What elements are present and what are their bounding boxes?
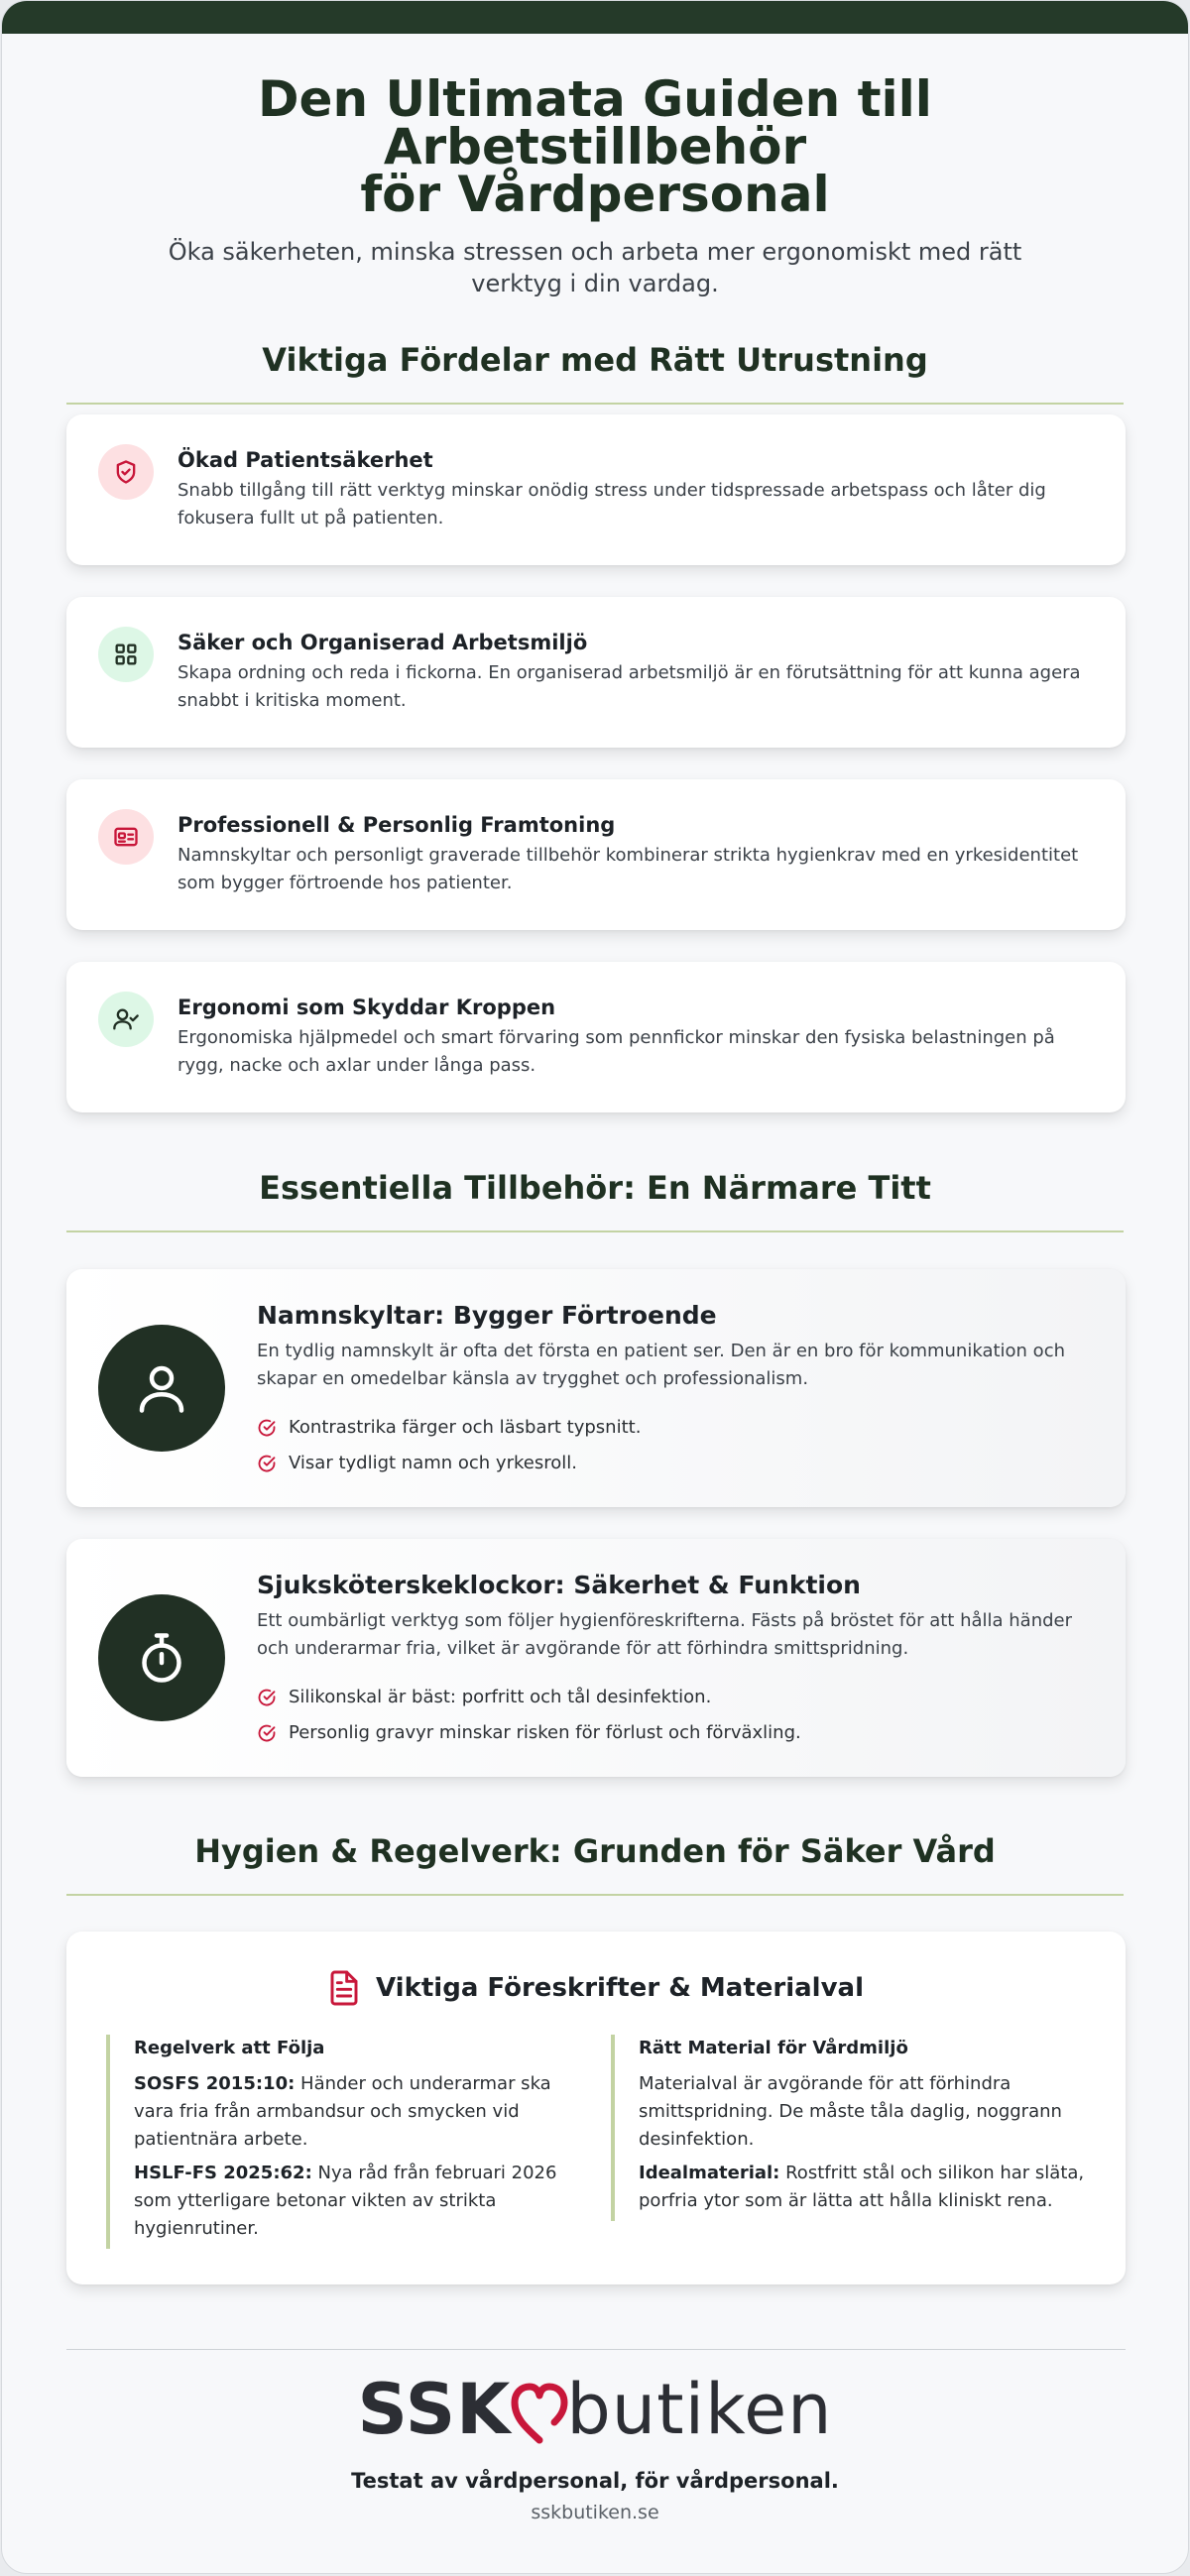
feature-title: Sjuksköterskeklockor: Säkerhet & Funktion xyxy=(257,1571,861,1599)
point-text: Visar tydligt namn och yrkesroll. xyxy=(289,1453,577,1473)
feature-card xyxy=(66,1539,1126,1777)
page-title-line-1: Den Ultimata Guiden till Arbetstillbehör xyxy=(258,70,932,176)
brand-logo xyxy=(2,2369,1188,2450)
page-title xyxy=(81,70,1109,223)
regulation-hslf xyxy=(134,2160,564,2243)
regulation-sosfs xyxy=(134,2070,564,2154)
stopwatch-icon xyxy=(98,1594,225,1721)
feature-text: Ett oumbärligt verktyg som följer hygienföreskrifterna. Fästs på bröstet för att hålla händer och underarmar fria, vilket är avgörande för att förhindra smittspridning. xyxy=(257,1610,1073,1659)
grid-icon xyxy=(98,627,154,682)
regulation-text: Händer och underarmar ska vara fria från armbandsur och smycken vid patientnära arbete. xyxy=(134,2073,551,2150)
check-circle-icon xyxy=(257,1723,277,1743)
page xyxy=(1,0,1189,2574)
heart-icon xyxy=(509,2381,570,2446)
footer-url[interactable]: sskbutiken.se xyxy=(531,2502,659,2523)
point-text: Silikonskal är bäst: porfritt och tål desinfektion. xyxy=(289,1687,712,1707)
regulation-label: HSLF-FS 2025:62: xyxy=(134,2163,312,2183)
regulations-column xyxy=(106,2035,564,2249)
benefit-text: Namnskyltar och personligt graverade tillbehör kombinerar strikta hygienkrav med en yrkesidentitet som bygger förtroende hos patienter. xyxy=(178,845,1079,893)
benefit-card xyxy=(66,597,1126,748)
footer-tagline: Testat av vårdpersonal, för vårdpersonal. xyxy=(351,2469,839,2493)
hero xyxy=(2,34,1188,299)
benefits-section-title: Viktiga Fördelar med Rätt Utrustning xyxy=(66,341,1124,405)
benefit-card xyxy=(66,414,1126,565)
feature-card xyxy=(66,1269,1126,1507)
benefit-title: Ergonomi som Skyddar Kroppen xyxy=(178,995,556,1019)
essentials-section-title: Essentiella Tillbehör: En Närmare Titt xyxy=(66,1169,1124,1232)
user-check-icon xyxy=(98,992,154,1047)
regulation-label: SOSFS 2015:10: xyxy=(134,2073,296,2094)
ideal-material xyxy=(639,2160,1087,2215)
benefit-text: Skapa ordning och reda i fickorna. En organiserad arbetsmiljö är en förutsättning för att kunna agera snabbt i kritiska moment. xyxy=(178,662,1081,711)
material-label: Idealmaterial: xyxy=(639,2163,780,2183)
list-item xyxy=(257,1446,641,1481)
logo-text-right: butiken xyxy=(566,2369,833,2450)
hygiene-section-title: Hygien & Regelverk: Grunden för Säker Vård xyxy=(66,1832,1124,1896)
feature-points xyxy=(257,1410,641,1481)
check-circle-icon xyxy=(257,1688,277,1707)
column-heading: Rätt Material för Vårdmiljö xyxy=(639,2038,908,2058)
page-subtitle: Öka säkerheten, minska stressen och arbeta mer ergonomiskt med rätt verktyg i din vardag. xyxy=(168,238,1022,297)
top-bar xyxy=(2,1,1188,34)
list-item xyxy=(257,1680,801,1715)
list-item xyxy=(257,1410,641,1446)
feature-points xyxy=(257,1680,801,1751)
benefit-card xyxy=(66,962,1126,1112)
hygiene-card-title: Viktiga Föreskrifter & Materialval xyxy=(376,1973,864,2003)
feature-text: En tydlig namnskylt är ofta det första en patient ser. Den är en bro för kommunikation och skapar en omedelbar känsla av trygghet och professionalism. xyxy=(257,1341,1065,1389)
benefit-title: Ökad Patientsäkerhet xyxy=(178,448,433,472)
benefit-title: Säker och Organiserad Arbetsmiljö xyxy=(178,631,588,654)
list-item xyxy=(257,1715,801,1751)
check-circle-icon xyxy=(257,1418,277,1438)
id-badge-icon xyxy=(98,809,154,865)
materials-column xyxy=(611,2035,1087,2221)
check-circle-icon xyxy=(257,1454,277,1473)
point-text: Personlig gravyr minskar risken för förlust och förväxling. xyxy=(289,1722,801,1743)
feature-title: Namnskyltar: Bygger Förtroende xyxy=(257,1301,717,1330)
footer-divider xyxy=(66,2349,1126,2350)
hygiene-card xyxy=(66,1932,1126,2284)
benefit-card xyxy=(66,779,1126,930)
shield-check-icon xyxy=(98,444,154,500)
material-text: Rostfritt stål och silikon har släta, porfria ytor som är lätta att hålla kliniskt rena. xyxy=(639,2163,1085,2211)
page-title-line-2: för Vårdpersonal xyxy=(360,166,830,223)
document-icon xyxy=(328,1969,360,2007)
regulation-text: Nya råd från februari 2026 som ytterligare betonar vikten av strikta hygienrutiner. xyxy=(134,2163,557,2239)
benefit-text: Snabb tillgång till rätt verktyg minskar onödig stress under tidspressade arbetspass och låter dig fokusera fullt ut på patienten. xyxy=(178,480,1046,528)
point-text: Kontrastrika färger och läsbart typsnitt. xyxy=(289,1417,642,1438)
benefit-title: Professionell & Personlig Framtoning xyxy=(178,813,616,837)
column-heading: Regelverk att Följa xyxy=(134,2038,325,2058)
user-icon xyxy=(98,1325,225,1452)
benefit-text: Ergonomiska hjälpmedel och smart förvaring som pennfickor minskar den fysiska belastningen på rygg, nacke och axlar under långa pass. xyxy=(178,1027,1055,1076)
logo-text-left: SSK xyxy=(357,2369,512,2450)
materials-text: Materialval är avgörande för att förhindra smittspridning. De måste tåla daglig, noggrann desinfektion. xyxy=(639,2073,1062,2150)
hygiene-card-header xyxy=(66,1969,1126,2007)
